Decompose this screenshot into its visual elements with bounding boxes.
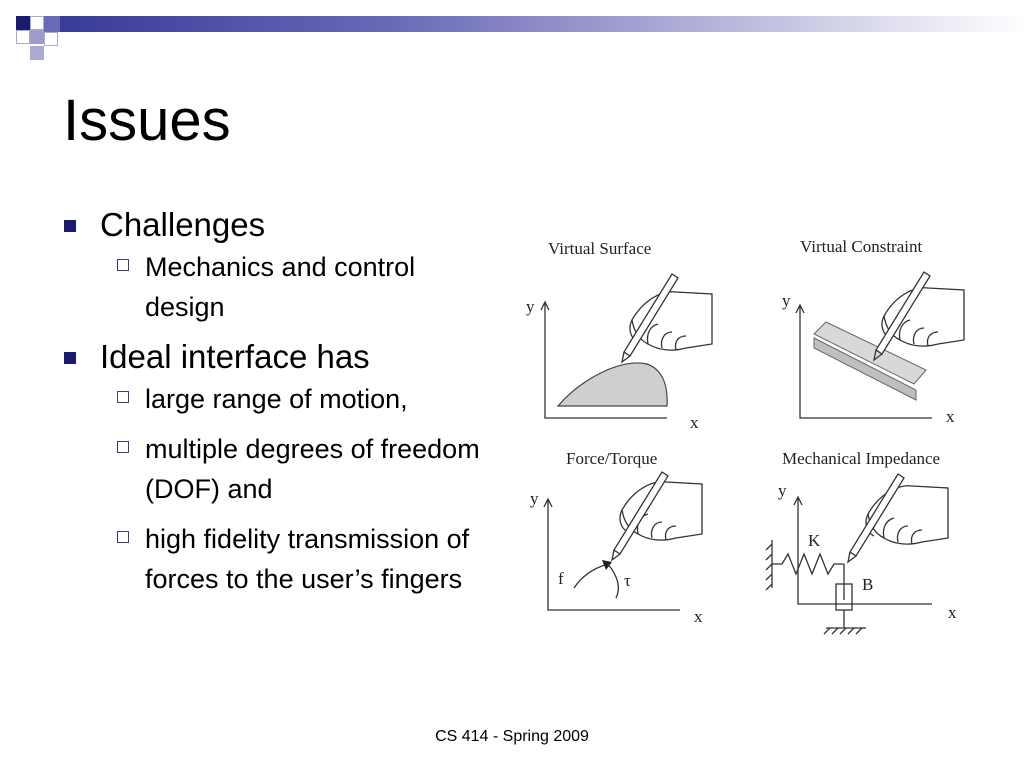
header-square-6 xyxy=(44,32,58,46)
sub-bullet-marker xyxy=(117,531,129,543)
ground-hatch xyxy=(824,628,862,634)
torque-label: τ xyxy=(624,571,631,590)
sub-bullet-text: Mechanics and control design xyxy=(145,252,416,322)
sub-bullet-text: large range of motion, xyxy=(145,384,408,414)
force-arrow xyxy=(574,564,608,588)
y-axis-label: y xyxy=(530,489,539,508)
bullet-text: Challenges xyxy=(100,206,266,243)
bullet-list xyxy=(62,205,502,609)
sub-bullet-range xyxy=(62,379,502,419)
panel-label: Mechanical Impedance xyxy=(782,449,941,468)
y-axis-label: y xyxy=(782,291,791,310)
header-square-3 xyxy=(44,16,60,32)
header-square-5 xyxy=(30,30,44,44)
header-square-2 xyxy=(30,16,44,30)
sub-bullet-text: multiple degrees of freedom (DOF) and xyxy=(145,434,480,504)
x-axis-label: x xyxy=(694,607,703,626)
virtual-surface-shape xyxy=(558,363,667,406)
bullet-ideal-interface xyxy=(62,337,502,377)
damper-label: B xyxy=(862,575,874,594)
sub-bullet-mechanics xyxy=(62,247,502,327)
haptics-diagram xyxy=(512,228,1012,648)
header-square-4 xyxy=(16,30,30,44)
torque-arrow xyxy=(608,564,618,598)
panel-virtual-constraint xyxy=(782,237,964,426)
hand-icon xyxy=(882,288,964,346)
y-axis-label: y xyxy=(526,297,535,316)
slide-title: Issues xyxy=(63,88,231,153)
bullet-challenges xyxy=(62,205,502,245)
sub-bullet-marker xyxy=(117,259,129,271)
sub-bullet-marker xyxy=(117,441,129,453)
bullet-marker xyxy=(64,220,76,232)
panel-virtual-surface xyxy=(526,239,712,432)
sub-bullet-dof xyxy=(62,429,505,509)
panel-label: Virtual Constraint xyxy=(800,237,923,256)
header-square-1 xyxy=(16,16,30,30)
x-axis-label: x xyxy=(946,407,955,426)
bullet-marker xyxy=(64,352,76,364)
hand-icon xyxy=(630,292,712,350)
spring xyxy=(772,554,844,574)
bullet-text: Ideal interface has xyxy=(100,338,370,375)
sub-bullet-fidelity xyxy=(62,519,495,599)
force-label: f xyxy=(558,569,564,588)
x-axis-label: x xyxy=(948,603,957,622)
x-axis-label: x xyxy=(690,413,699,432)
spring-label: K xyxy=(808,531,821,550)
header-gradient-bar xyxy=(60,16,1024,32)
panel-label: Force/Torque xyxy=(566,449,658,468)
slide-footer: CS 414 - Spring 2009 xyxy=(435,728,589,745)
panel-force-torque xyxy=(530,449,703,626)
y-axis-label: y xyxy=(778,481,787,500)
sub-bullet-text: high fidelity transmission of forces to the user’s fingers xyxy=(145,524,470,594)
sub-bullet-marker xyxy=(117,391,129,403)
panel-mechanical-impedance xyxy=(766,449,957,634)
wall-hatch xyxy=(766,544,772,590)
panel-label: Virtual Surface xyxy=(548,239,652,258)
header-square-7 xyxy=(30,46,44,60)
